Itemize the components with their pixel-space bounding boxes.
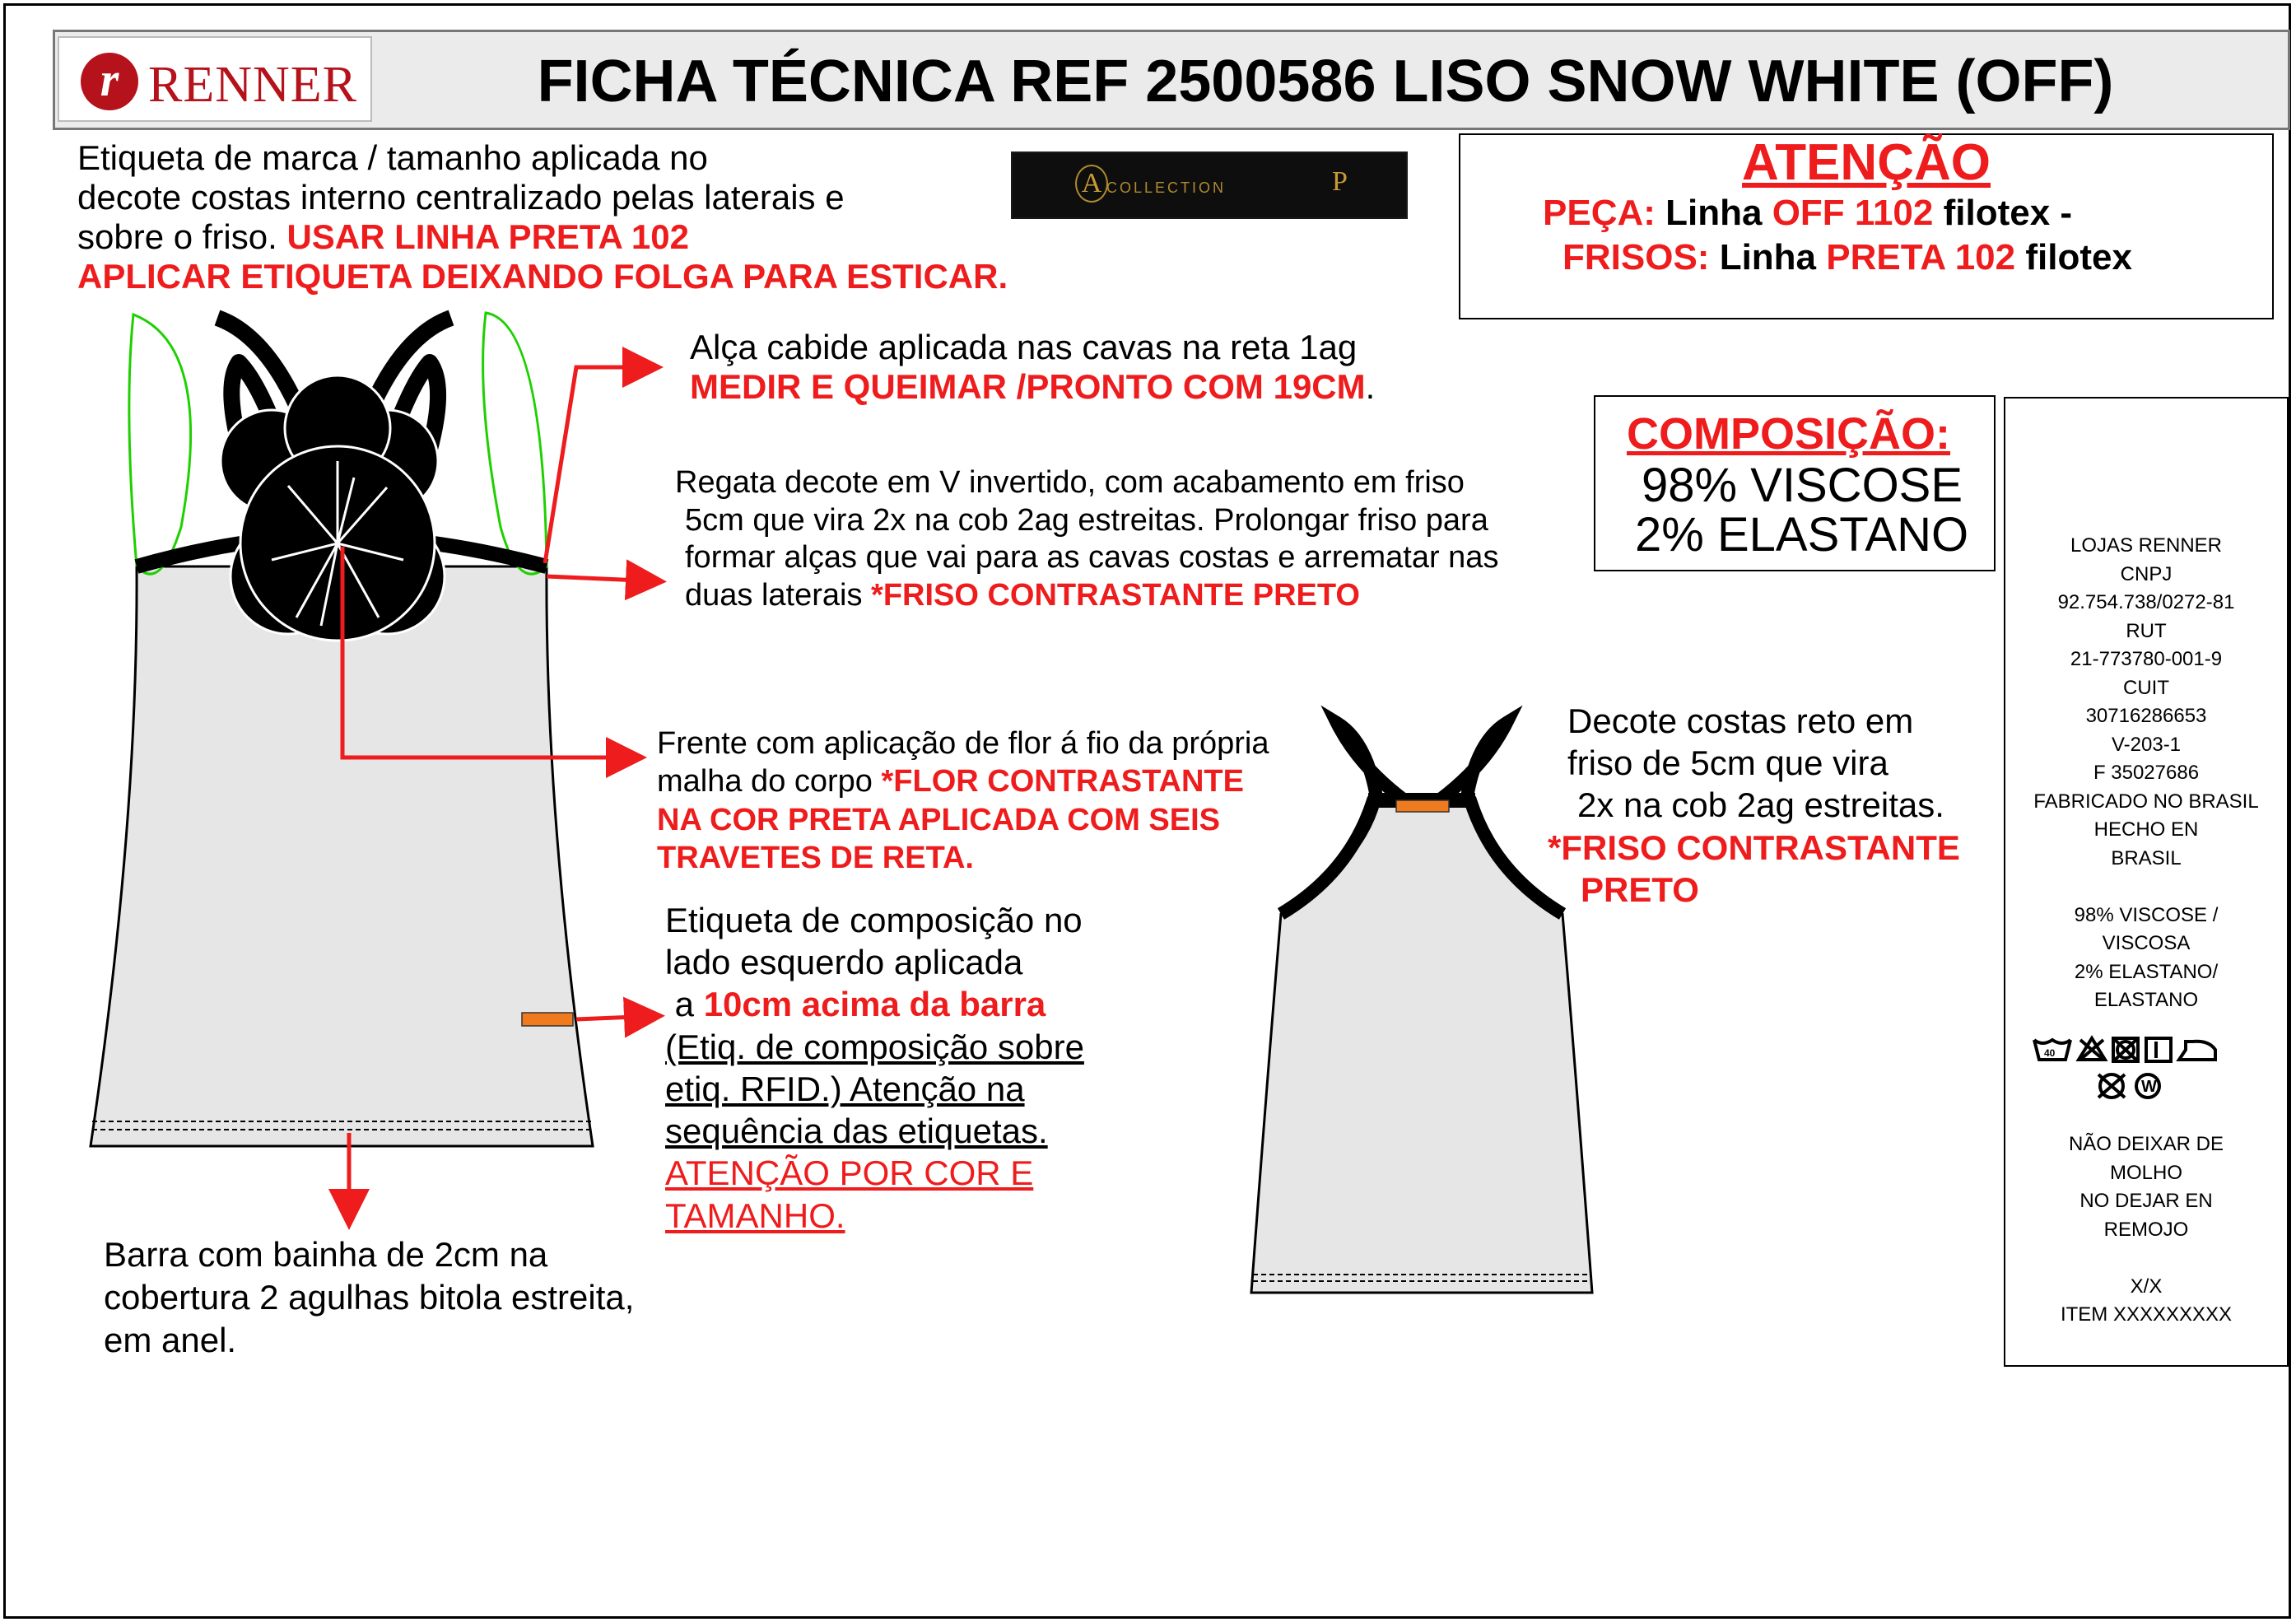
care-label-line: 92.754.738/0272-81	[2057, 591, 2235, 613]
renner-logo-text: RENNER	[148, 57, 357, 113]
note-line: cobertura 2 agulhas bitola estreita,	[104, 1278, 635, 1317]
note-line: Decote costas reto em	[1567, 701, 1914, 740]
note-line: a 10cm acima da barra	[674, 985, 1046, 1024]
back-view-drawing	[1251, 723, 1592, 1293]
composition-viscose: 98% VISCOSE	[1642, 459, 1963, 512]
care-label-line: CUIT	[2123, 676, 2169, 699]
care-label-line: X/X	[2130, 1275, 2163, 1298]
note-line: Frente com aplicação de flor á fio da própria	[657, 726, 1269, 761]
brand-size: P	[1332, 166, 1348, 197]
note-line: sobre o friso. USAR LINHA PRETA 102	[77, 217, 689, 256]
care-label-line: V-203-1	[2111, 733, 2182, 756]
care-label-line: 21-773780-001-9	[2070, 648, 2223, 670]
wash-temp: 40	[2044, 1046, 2056, 1059]
care-label-line: NÃO DEIXAR DE	[2068, 1133, 2224, 1155]
note-line: malha do corpo *FLOR CONTRASTANTE	[657, 764, 1244, 799]
care-label-line: VISCOSA	[2102, 932, 2191, 954]
brand-collection: COLLECTION	[1106, 179, 1227, 196]
note-line: Regata decote em V invertido, com acabamento em friso	[675, 465, 1465, 500]
attention-peca: PEÇA: Linha OFF 1102 filotex -	[1543, 193, 2073, 233]
note-line: formar alças que vai para as cavas costas e arrematar nas	[685, 540, 1499, 576]
note-line: etiq. RFID.) Atenção na	[665, 1069, 1025, 1108]
note-line: sequência das etiquetas.	[665, 1112, 1048, 1151]
hanger-loop-left	[129, 315, 191, 574]
note-line: NA COR PRETA APLICADA COM SEIS	[657, 802, 1221, 837]
back-body	[1251, 800, 1592, 1293]
note-line: duas laterais *FRISO CONTRASTANTE PRETO	[685, 577, 1360, 613]
care-label-line: REMOJO	[2103, 1218, 2189, 1241]
care-label-line: 2% ELASTANO/	[2074, 960, 2219, 983]
flower-applique	[221, 375, 445, 641]
composition-label-front	[522, 1013, 573, 1026]
note-line: Etiqueta de marca / tamanho aplicada no	[77, 138, 708, 177]
note-line: APLICAR ETIQUETA DEIXANDO FOLGA PARA ESTICAR.	[77, 256, 1008, 296]
care-label-line: BRASIL	[2111, 846, 2182, 869]
care-label-line: 30716286653	[2085, 705, 2207, 727]
renner-logo-mark: r	[81, 53, 138, 110]
care-label-line: ITEM XXXXXXXXX	[2060, 1303, 2233, 1326]
note-line: 2x na cob 2ag estreitas.	[1577, 785, 1944, 825]
care-label-line: CNPJ	[2120, 562, 2173, 585]
note-line: ATENÇÃO POR COR E	[665, 1154, 1034, 1193]
arrow-etiqueta	[576, 1016, 657, 1019]
note-line: Barra com bainha de 2cm na	[104, 1235, 548, 1274]
arrow-regata	[547, 576, 659, 581]
note-line: Alça cabide aplicada nas cavas na reta 1ag	[690, 328, 1358, 366]
note-line: (Etiq. de composição sobre	[665, 1027, 1084, 1066]
note-line: PRETO	[1581, 869, 1699, 909]
care-label-line: NO DEJAR EN	[2079, 1190, 2213, 1212]
care-label-line: RUT	[2126, 619, 2167, 642]
page-title: FICHA TÉCNICA REF 2500586 LISO SNOW WHITE (OFF)	[537, 49, 2114, 114]
note-line: decote costas interno centralizado pelas laterais e	[77, 177, 845, 217]
note-line: lado esquerdo aplicada	[665, 943, 1023, 982]
care-label-line: F 35027686	[2093, 762, 2200, 784]
note-line: em anel.	[104, 1321, 237, 1360]
care-label-line: HECHO EN	[2093, 818, 2199, 841]
care-label-line: 98% VISCOSE /	[2074, 903, 2219, 926]
note-line: 5cm que vira 2x na cob 2ag estreitas. Prolongar friso para	[685, 502, 1488, 538]
arrow-alca	[545, 367, 655, 563]
composition-elastano: 2% ELASTANO	[1635, 508, 1969, 562]
wet-clean-letter: W	[2141, 1077, 2157, 1096]
composition-title: COMPOSIÇÃO:	[1627, 409, 1951, 459]
care-label-line: MOLHO	[2109, 1161, 2182, 1184]
hanger-loop-right	[483, 313, 547, 574]
brand-label-back	[1396, 800, 1449, 812]
brand-letter: A	[1075, 165, 1108, 203]
note-line: friso de 5cm que vira	[1567, 743, 1888, 783]
attention-title: ATENÇÃO	[1742, 134, 1991, 191]
note-line: MEDIR E QUEIMAR /PRONTO COM 19CM.	[690, 366, 1376, 406]
note-line: *FRISO CONTRASTANTE	[1548, 827, 1960, 867]
care-label-line: ELASTANO	[2093, 989, 2199, 1011]
note-line: Etiqueta de composição no	[665, 901, 1083, 939]
attention-frisos: FRISOS: Linha PRETA 102 filotex	[1562, 237, 2132, 277]
care-label-line: LOJAS RENNER	[2070, 534, 2223, 557]
note-line: TAMANHO.	[665, 1196, 845, 1235]
care-label-line: FABRICADO NO BRASIL	[2033, 790, 2259, 813]
note-line: TRAVETES DE RETA.	[657, 841, 974, 876]
